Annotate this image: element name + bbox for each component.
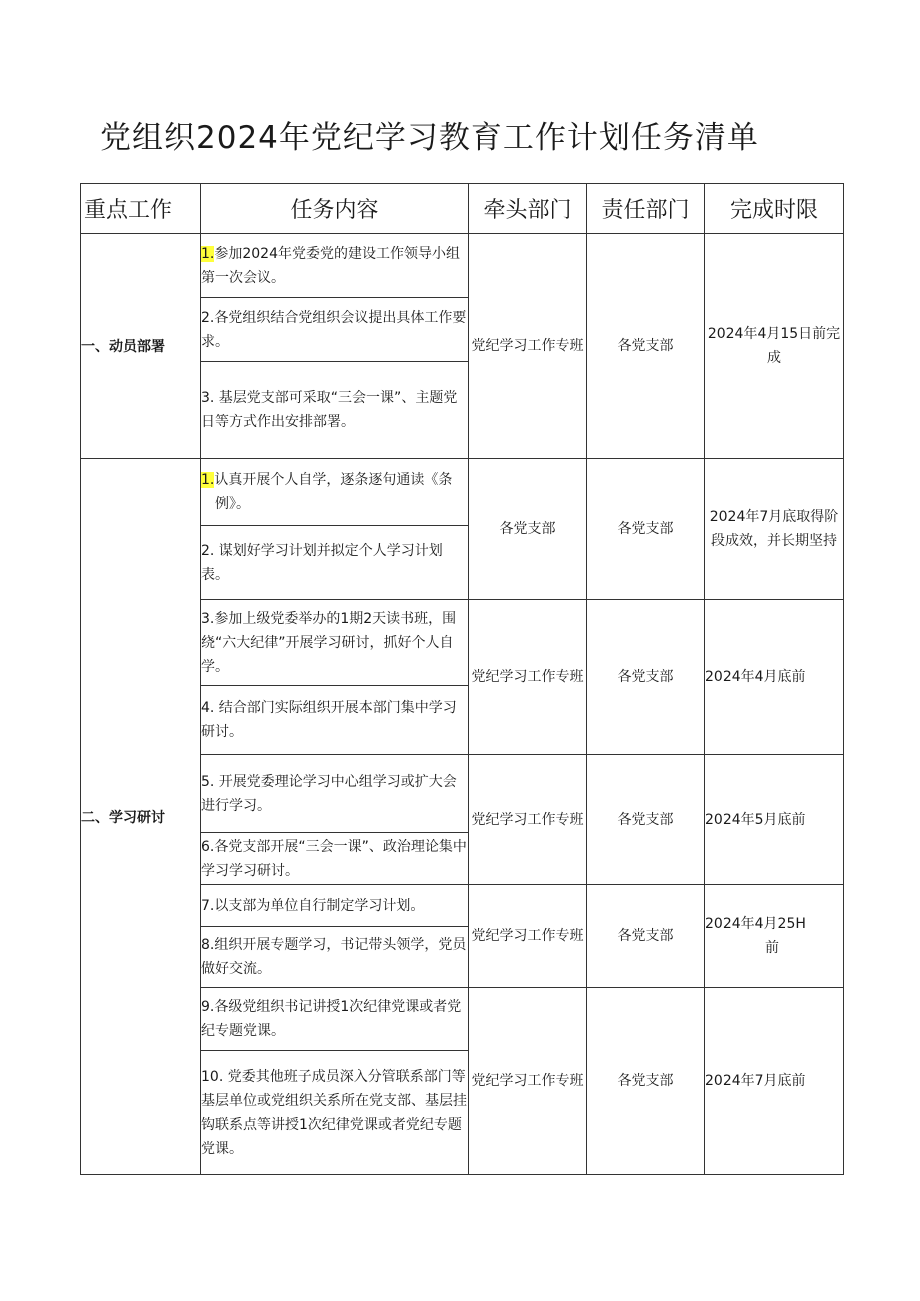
document-title: 党组织2024年党纪学习教育工作计划任务清单 (100, 120, 759, 156)
deadline-cell: 2024年5月底前 (705, 755, 844, 885)
deadline-cell: 2024年7月底前 (705, 988, 844, 1175)
task-number: 1. (201, 245, 215, 262)
task-cell: 4. 结合部门实际组织开展本部门集中学习研讨。 (201, 686, 469, 755)
lead-dept-cell: 党纪学习工作专班 (469, 885, 587, 988)
header-task-content: 任务内容 (201, 184, 469, 234)
task-cell: 3.参加上级党委举办的1期2天读书班，围绕“六大纪律”开展学习研讨，抓好个人自学。 (201, 600, 469, 686)
deadline-cell (705, 885, 844, 988)
task-text: 认真开展个人自学，逐条逐句通读《条 (214, 472, 453, 488)
table-row (81, 459, 844, 526)
table-header-row (81, 184, 844, 234)
lead-dept-cell: 党纪学习工作专班 (469, 600, 587, 755)
key-work-mobilization: 一、动员部署 (81, 234, 201, 459)
lead-dept-cell: 党纪学习工作专班 (469, 234, 587, 459)
resp-dept-cell: 各党支部 (587, 600, 705, 755)
task-cell: 10. 党委其他班子成员深入分管联系部门等基层单位或党组织关系所在党支部、基层挂钩联系点等讲授1次纪律党课或者党纪专题党课。 (201, 1051, 469, 1175)
task-cell: 2.各党组织结合党组织会议提出具体工作要求。 (201, 298, 469, 362)
deadline-cell: 2024年4月底前 (705, 600, 844, 755)
deadline-cell: 2024年4月15日前完成 (705, 234, 844, 459)
lead-dept-cell: 各党支部 (469, 459, 587, 600)
task-cell: 2. 谋划好学习计划并拟定个人学习计划表。 (201, 526, 469, 600)
resp-dept-cell: 各党支部 (587, 234, 705, 459)
deadline-line-2: 前 (765, 940, 779, 956)
task-cell: 5. 开展党委理论学习中心组学习或扩大会进行学习。 (201, 755, 469, 833)
lead-dept-cell: 党纪学习工作专班 (469, 755, 587, 885)
key-work-study: 二、学习研讨 (81, 459, 201, 1175)
resp-dept-cell: 各党支部 (587, 885, 705, 988)
task-cell: 9.各级党组织书记讲授1次纪律党课或者党纪专题党课。 (201, 988, 469, 1051)
header-resp-dept: 责任部门 (587, 184, 705, 234)
deadline-cell: 2024年7月底取得阶段成效，并长期坚持 (705, 459, 844, 600)
task-cell: 3. 基层党支部可采取“三会一课”、主题党日等方式作出安排部署。 (201, 362, 469, 459)
task-text-cont: 例》。 (215, 496, 250, 512)
task-cell: 7.以支部为单位自行制定学习计划。 (201, 885, 469, 927)
task-cell (201, 234, 469, 298)
header-lead-dept: 牵头部门 (469, 184, 587, 234)
deadline-line-1: 2024年4月25H (705, 916, 806, 932)
task-table (80, 183, 844, 1175)
task-cell: 8.组织开展专题学习，书记带头领学，党员做好交流。 (201, 927, 469, 988)
lead-dept-cell: 党纪学习工作专班 (469, 988, 587, 1175)
resp-dept-cell: 各党支部 (587, 459, 705, 600)
header-key-work: 重点工作 (81, 184, 201, 234)
resp-dept-cell: 各党支部 (587, 988, 705, 1175)
task-number: 1. (201, 472, 215, 488)
header-deadline: 完成时限 (705, 184, 844, 234)
resp-dept-cell: 各党支部 (587, 755, 705, 885)
task-cell (201, 459, 469, 526)
table-row (81, 234, 844, 298)
task-cell: 6.各党支部开展“三会一课”、政治理论集中学习学习研讨。 (201, 833, 469, 885)
task-text: 参加2024年党委党的建设工作领导小组第一次会议。 (201, 245, 460, 286)
